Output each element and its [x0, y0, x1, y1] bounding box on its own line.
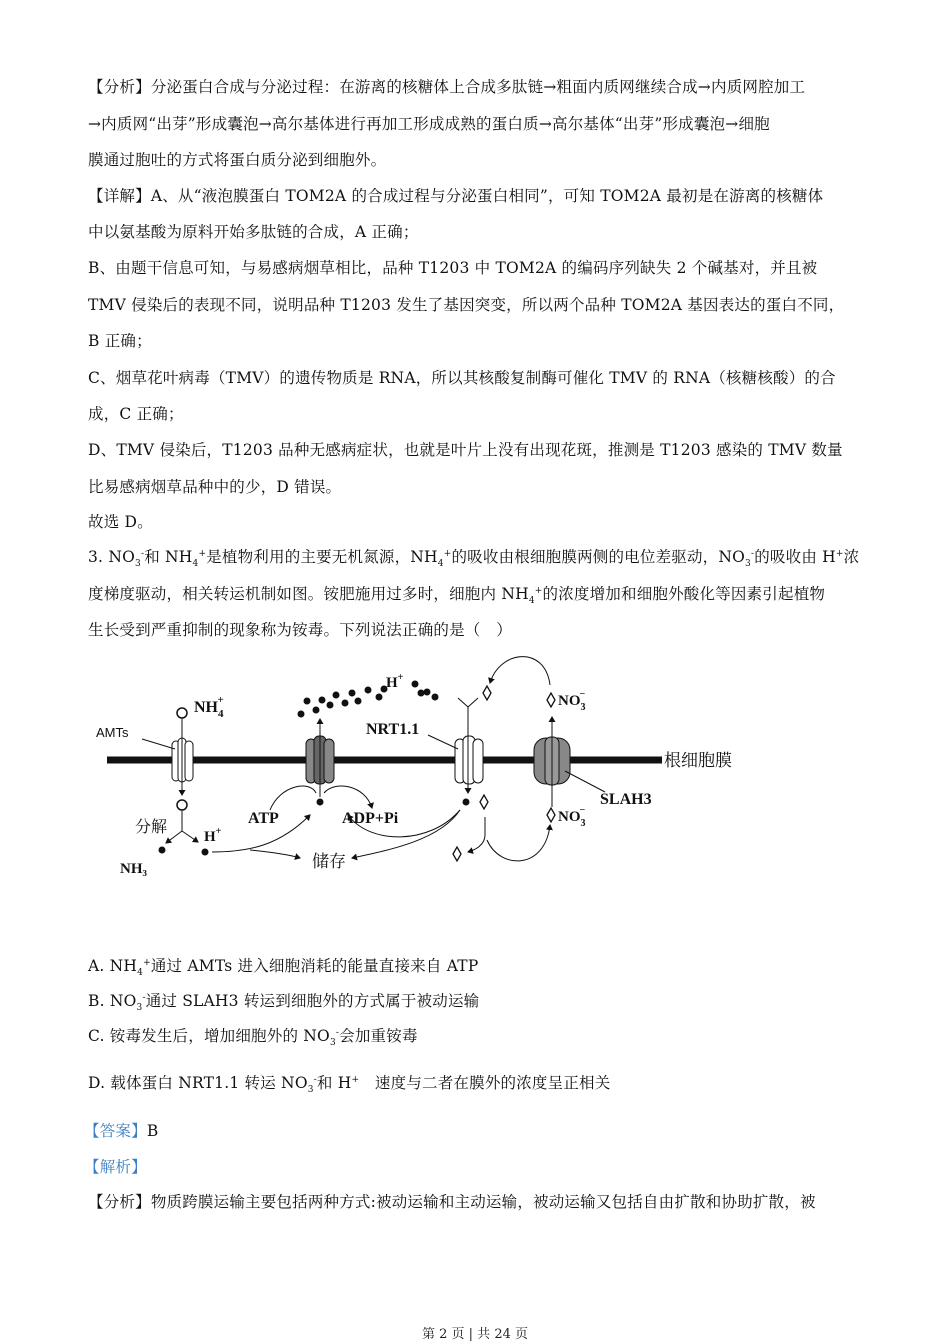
analysis2-tag: 【分析】	[88, 1193, 151, 1211]
nrt11-label: NRT1.1	[366, 721, 420, 738]
detail-text: 比易感病烟草品种中的少，D 错误。	[88, 478, 342, 496]
option-b: B. $NO_3^-$通过 SLAH3 转运到细胞外的方式属于被动运输	[88, 992, 480, 1014]
stem-text: 的吸收由 H	[754, 548, 836, 566]
svg-text:H+: H+	[386, 672, 404, 691]
svg-text:NO3−: $NO_3-$	[558, 689, 586, 713]
decompose-label: 分解	[135, 819, 168, 836]
analysis2-text: 物质跨膜运输主要包括两种方式:被动运输和主动运输，被动运输又包括自由扩散和协助扩散，被	[150, 1193, 816, 1211]
nh4-ion	[177, 708, 187, 718]
nh4-ion-inside	[177, 800, 187, 810]
stem-text: 和 NH	[144, 548, 193, 566]
explain-tag: 【解析】	[84, 1158, 147, 1176]
question-number: 3.	[88, 548, 109, 566]
stem-text: +	[835, 548, 844, 559]
transport-diagram	[90, 645, 750, 885]
detail-text: B 正确；	[88, 332, 152, 350]
stem-text: 4	[437, 559, 444, 570]
stem-text: 3	[135, 559, 141, 570]
detail-text: TMV 侵染后的表现不同，说明品种 T1203 发生了基因突变，所以两个品种 TOM2A 基因表达的蛋白不同，	[88, 296, 845, 314]
stem-text: NO	[108, 548, 135, 566]
option-d: D. 载体蛋白 NRT1.1 转运 $NO_3^-$和 H+ 速度与二者在膜外的浓度呈正相关	[88, 1074, 611, 1096]
svg-text:NO3−: $NO_3-$	[558, 805, 586, 829]
page-footer: 第 2 页 | 共 24 页	[422, 1327, 528, 1342]
detail-text: A、从“液泡膜蛋白 TOM2A 的合成过程与分泌蛋白相同”，可知 TOM2A 最初是在游离的核糖体	[150, 187, 824, 205]
answer-value: B	[146, 1122, 159, 1140]
membrane-label: 根细胞膜	[664, 751, 732, 770]
detail-text: 故选 D。	[88, 513, 153, 531]
analysis-text: 分泌蛋白合成与分泌过程：在游离的核糖体上合成多肽链→粗面内质网继续合成→内质网腔加工	[150, 78, 806, 96]
svg-text:H+: H+	[204, 826, 222, 845]
stem-text: -	[140, 548, 145, 559]
detail-text: 成，C 正确；	[88, 405, 184, 423]
stem-text: +	[534, 585, 543, 596]
stem-text: 3	[745, 559, 751, 570]
option-c: C. 铵毒发生后，增加细胞外的 $NO_3^-$会加重铵毒	[88, 1027, 418, 1049]
adp-label: ADP+Pi	[342, 810, 399, 827]
detail-text: 中以氨基酸为原料开始多肽链的合成，A 正确；	[88, 223, 419, 241]
analysis-tag: 【分析】	[88, 78, 151, 96]
atp-label: ATP	[248, 810, 279, 827]
stem-text: 生长受到严重抑制的现象称为铵毒。下列说法正确的是（ ）	[88, 621, 512, 639]
stem-text: 是植物利用的主要无机氮源，NH	[206, 548, 438, 566]
svg-text:NH4+: $NH_4+$	[194, 694, 224, 720]
nrt11-channel	[455, 736, 483, 784]
stem-text: 4	[192, 559, 199, 570]
analysis-text: →内质网“出芽”形成囊泡→高尔基体进行再加工形成成熟的蛋白质→高尔基体“出芽”形成囊泡→细胞	[88, 115, 770, 133]
stem-text: +	[198, 548, 207, 559]
stem-text: -	[750, 548, 755, 559]
analysis-text: 膜通过胞吐的方式将蛋白质分泌到细胞外。	[88, 151, 387, 169]
stem-text: 度梯度驱动，相关转运机制如图。铵肥施用过多时，细胞内 NH	[88, 585, 529, 603]
detail-text: B、由题干信息可知，与易感病烟草相比，品种 T1203 中 TOM2A 的编码序列缺失 2 个碱基对，并且被	[88, 259, 818, 277]
stem-text: 的吸收由根细胞膜两侧的电位差驱动，NO	[451, 548, 746, 566]
proton-dots	[298, 681, 439, 718]
amts-label: AMTs	[96, 725, 129, 740]
detail-tag: 【详解】	[88, 187, 151, 205]
detail-text: D、TMV 侵染后，T1203 品种无感病症状，也就是叶片上没有出现花斑，推测是 T1203 感染的 TMV 数量	[88, 441, 843, 459]
stem-text: 4	[528, 596, 535, 607]
nh3-label: NH₃	[120, 861, 147, 877]
answer-tag: 【答案】	[84, 1122, 147, 1140]
detail-text: C、烟草花叶病毒（TMV）的遗传物质是 RNA，所以其核酸复制酶可催化 TMV 的 RNA（核糖核酸）的合	[88, 369, 836, 387]
answer	[84, 1121, 158, 1141]
stem-text: 的浓度增加和细胞外酸化等因素引起植物	[542, 585, 826, 603]
stem-text: +	[443, 548, 452, 559]
slah3-label: SLAH3	[600, 791, 652, 808]
option-a: A. $NH_4^+$通过 AMTs 进入细胞消耗的能量直接来自 ATP	[88, 957, 479, 979]
storage-label: 储存	[312, 852, 346, 871]
stem-text: 浓	[843, 548, 860, 566]
